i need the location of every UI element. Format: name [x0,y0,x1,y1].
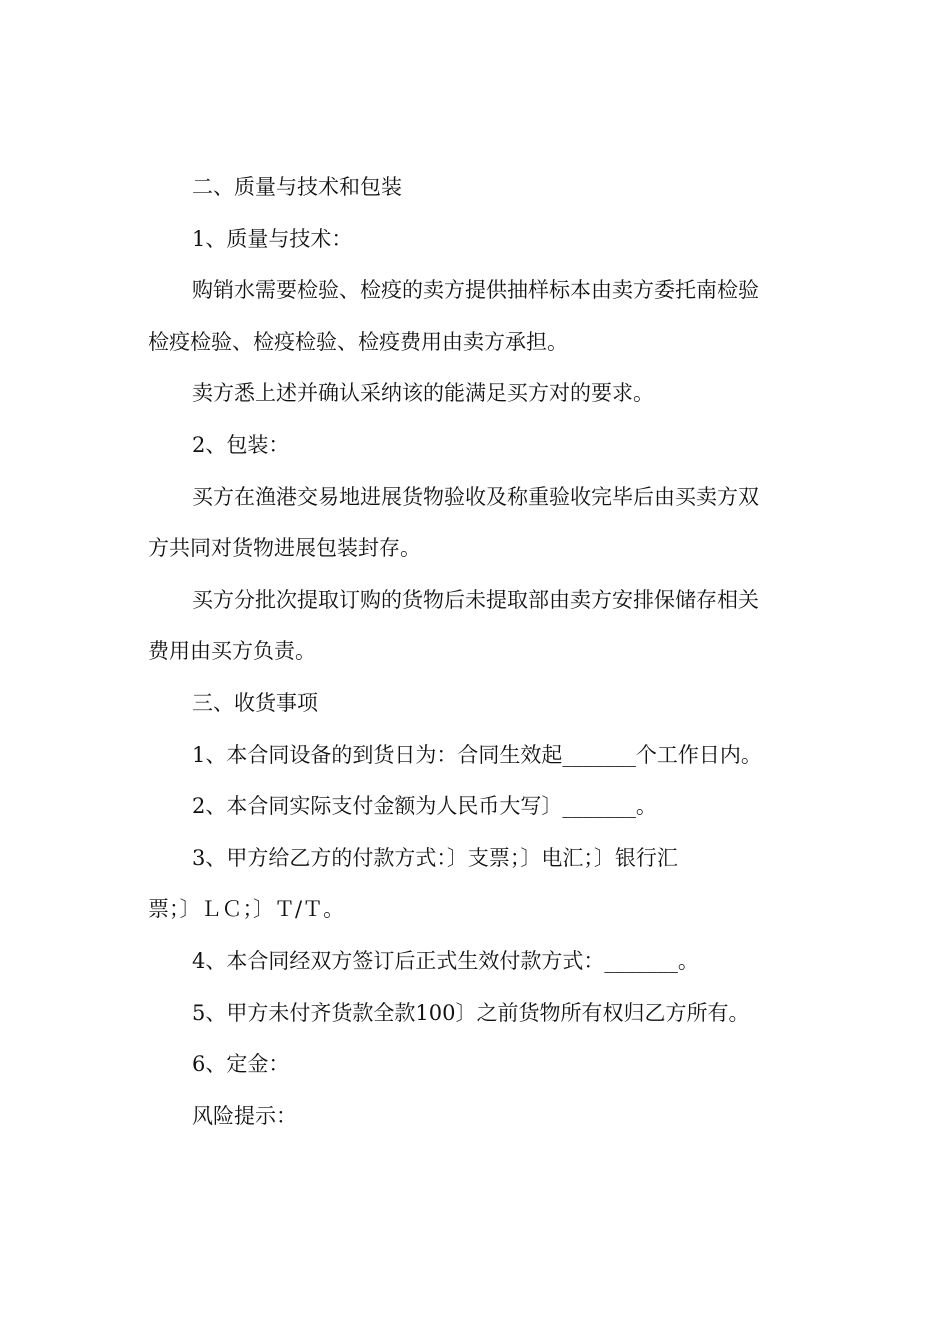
term-payment-amount: 2、本合同实际支付金额为人民币大写〕_______。 [192,794,657,819]
paragraph-inspection-line2: 检疫检验、检疫检验、检疫费用由卖方承担。 [148,329,568,354]
term-effective-payment: 4、本合同经双方签订后正式生效付款方式：_______。 [192,948,699,973]
term-payment-method-line1: 3、甲方给乙方的付款方式：〕支票；〕电汇；〕银行汇 [192,845,678,870]
term-ownership: 5、甲方未付齐货款全款100〕之前货物所有权归乙方所有。 [192,1000,750,1025]
section-heading-receipt: 三、收货事项 [192,690,318,715]
term-delivery-date: 1、本合同设备的到货日为：合同生效起_______个工作日内。 [192,742,762,767]
subheading-quality-technology: 1、质量与技术： [192,226,353,251]
paragraph-storage-line1: 买方分批次提取订购的货物后未提取部由卖方安排保储存相关 [192,587,759,612]
term-payment-method-line2: 票；〕ＬＣ；〕Ｔ/Ｔ。 [148,897,345,922]
term-deposit: 6、定金： [192,1052,290,1077]
paragraph-seller-confirmation: 卖方悉上述并确认采纳该的能满足买方对的要求。 [192,381,654,406]
paragraph-inspection-line1: 购销水需要检验、检疫的卖方提供抽样标本由卖方委托南检验 [192,278,759,303]
paragraph-acceptance-line1: 买方在渔港交易地进展货物验收及称重验收完毕后由买卖方双 [192,484,759,509]
subheading-packaging: 2、包装： [192,432,290,457]
paragraph-acceptance-line2: 方共同对货物进展包装封存。 [148,536,421,561]
document-body [148,162,800,1142]
paragraph-storage-line2: 费用由买方负责。 [148,639,316,664]
risk-warning-heading: 风险提示： [192,1103,297,1128]
section-heading-quality-packaging: 二、质量与技术和包装 [192,175,402,199]
